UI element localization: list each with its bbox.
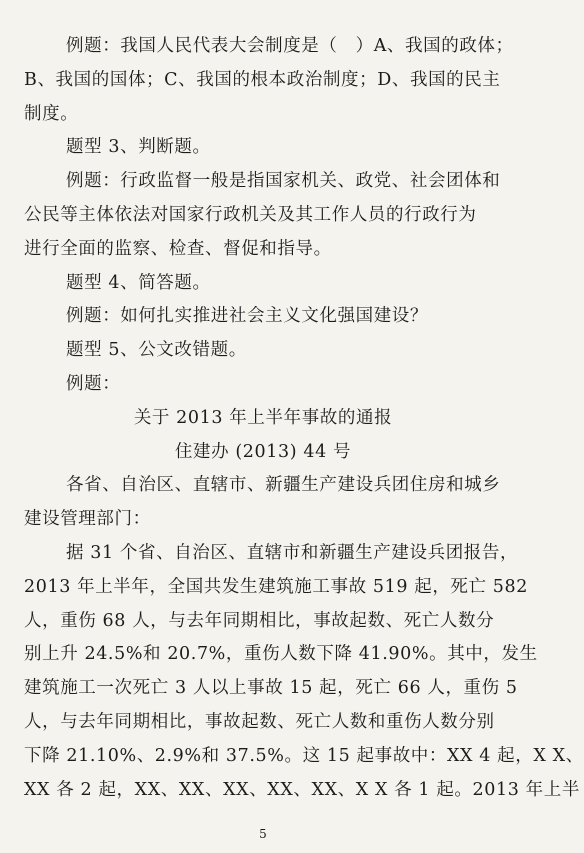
notice-body-line: 人，与去年同期相比，事故起数、死亡人数和重伤人数分别: [24, 711, 495, 732]
notice-document-number: 住建办 (2013) 44 号: [174, 441, 352, 462]
question-type-heading: 题型 3、判断题。: [66, 137, 211, 158]
text-line: 制度。: [24, 103, 79, 124]
notice-recipient: 各省、自治区、直辖市、新疆生产建设兵团住房和城乡: [66, 475, 501, 496]
notice-title: 关于 2013 年上半年事故的通报: [133, 407, 393, 428]
notice-body-line: 下降 21.10%、2.9%和 37.5%。这 15 起事故中：XX 4 起，X X、: [24, 745, 584, 766]
notice-recipient: 建设管理部门：: [24, 509, 151, 530]
example-question-line: 例题：行政监督一般是指国家机关、政党、社会团体和: [66, 171, 501, 192]
question-type-heading: 题型 4、简答题。: [66, 272, 211, 293]
notice-body-line: 2013 年上半年，全国共发生建筑施工事故 519 起，死亡 582: [24, 576, 528, 597]
notice-body-line: 建筑施工一次死亡 3 人以上事故 15 起，死亡 66 人，重伤 5: [24, 678, 518, 699]
notice-body-line: 别上升 24.5%和 20.7%，重伤人数下降 41.90%。其中，发生: [24, 644, 538, 665]
text-line: 进行全面的监察、检查、督促和指导。: [24, 238, 332, 259]
page-number: 5: [259, 827, 267, 841]
text-line: 公民等主体依法对国家行政机关及其工作人员的行政行为: [24, 204, 477, 225]
example-label: 例题：: [66, 373, 121, 394]
notice-body-line: XX 各 2 起，XX、XX、XX、XX、XX、X X 各 1 起。2013 年上半: [24, 779, 580, 800]
notice-body-line: 人，重伤 68 人，与去年同期相比，事故起数、死亡人数分: [24, 610, 495, 631]
example-question-line: 例题：我国人民代表大会制度是（ ）A、我国的政体；: [66, 36, 514, 56]
example-question-line: 例题：如何扎实推进社会主义文化强国建设？: [66, 306, 428, 327]
text-line: B、我国的国体；C、我国的根本政治制度；D、我国的民主: [24, 69, 501, 90]
notice-body-line: 据 31 个省、自治区、直辖市和新疆生产建设兵团报告，: [66, 542, 519, 563]
question-type-heading: 题型 5、公文改错题。: [66, 340, 247, 361]
